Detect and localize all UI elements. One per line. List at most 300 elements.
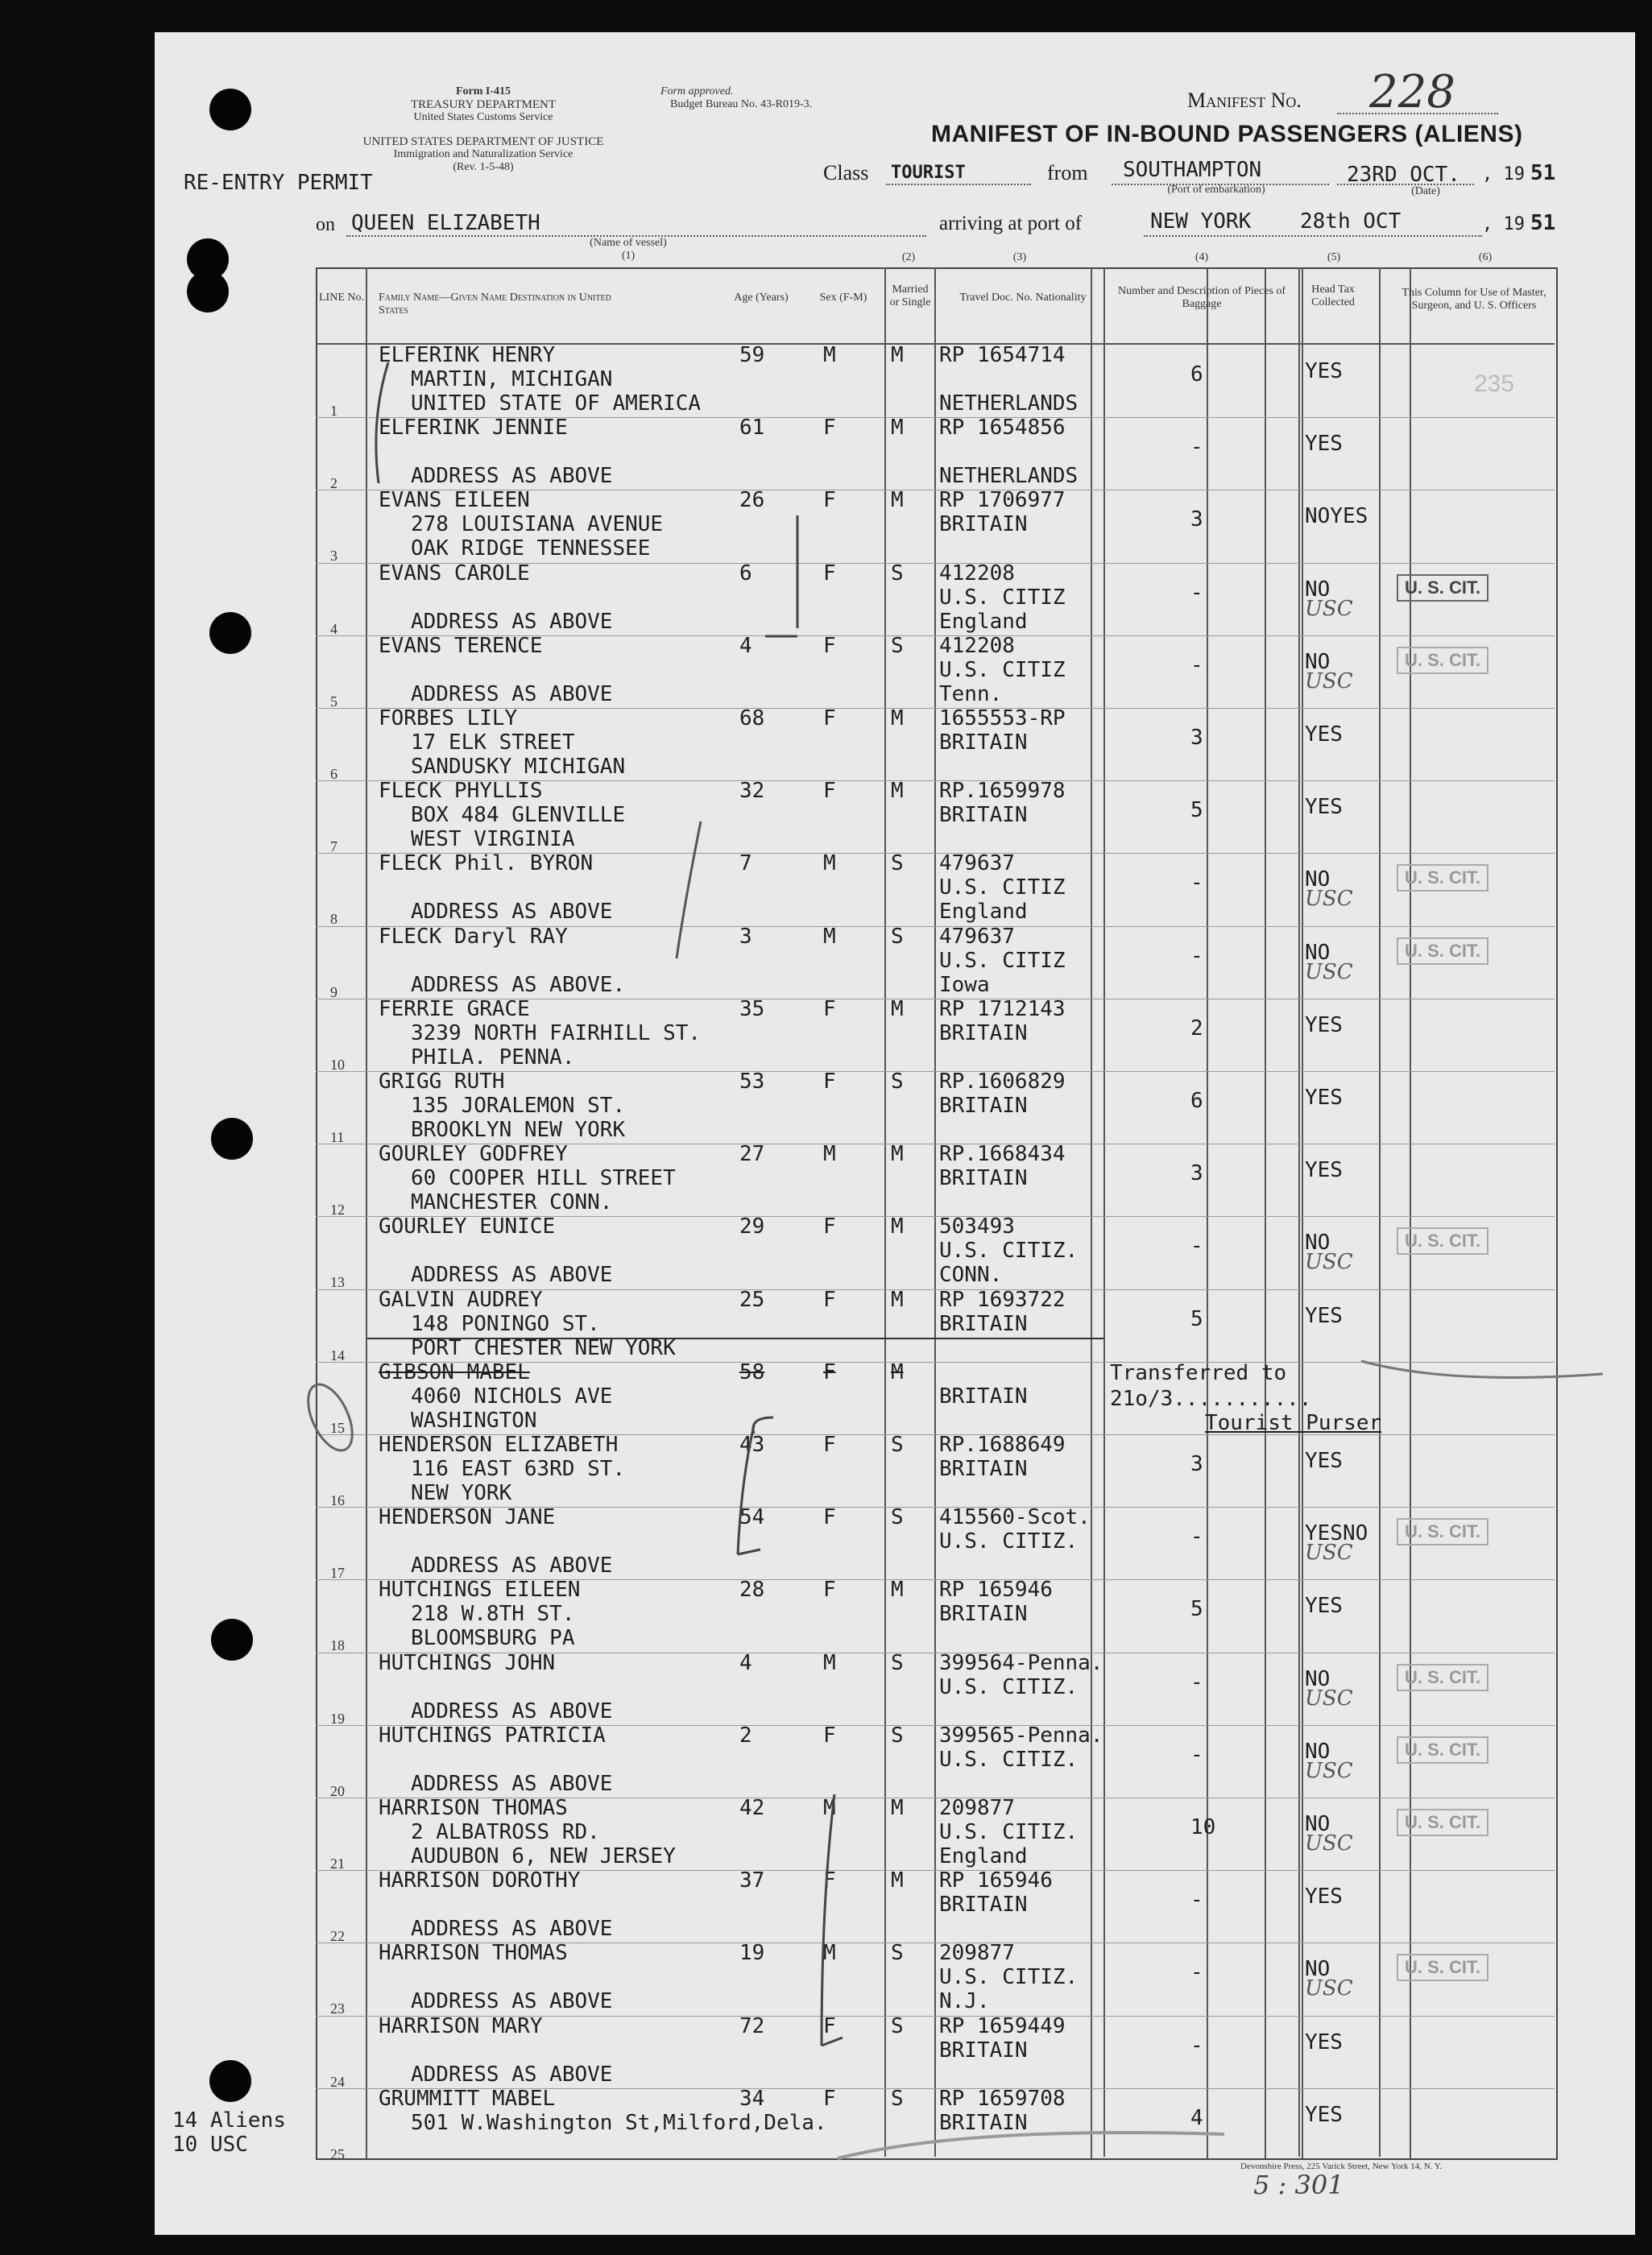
baggage-count: - — [1190, 1888, 1203, 1913]
form-revision: (Rev. 1-5-48) — [453, 161, 514, 173]
marital-status: S — [891, 851, 904, 876]
head-tax-status: YES — [1305, 795, 1343, 820]
baggage-count: 3 — [1190, 1452, 1203, 1476]
passenger-age: 58 — [739, 1359, 765, 1384]
usc-handwritten: USC — [1305, 1686, 1353, 1711]
baggage-count: 6 — [1190, 362, 1203, 387]
from-value: SOUTHAMPTON — [1123, 158, 1262, 182]
passenger-age: 4 — [739, 633, 752, 658]
usc-handwritten: USC — [1305, 959, 1353, 984]
line-number: 16 — [330, 1492, 345, 1508]
head-tax-status: YES — [1305, 1086, 1343, 1110]
passenger-address-2: BROOKLYN NEW YORK — [411, 1118, 626, 1142]
passenger-address-2: NEW YORK — [411, 1481, 512, 1505]
travel-doc-no: RP 1693722 — [939, 1287, 1066, 1312]
head-tax-status: YES — [1305, 1012, 1343, 1037]
bottom-number: 5 : 301 — [1253, 2170, 1344, 2200]
passenger-name: GRUMMITT MABEL — [379, 2086, 556, 2111]
travel-doc-no: 412208 — [939, 561, 1015, 585]
baggage-count: - — [1190, 1960, 1203, 1985]
passenger-address-2: BLOOMSBURG PA — [411, 1626, 575, 1651]
passenger-address-1: BOX 484 GLENVILLE — [411, 803, 626, 828]
travel-doc-line-2: BRITAIN — [939, 1020, 1028, 1045]
head-tax-status: NO — [1305, 940, 1331, 965]
travel-doc-line-2: U.S. CITIZ — [939, 948, 1066, 973]
travel-doc-line-2: U.S. CITIZ. — [939, 1674, 1079, 1699]
passenger-age: 61 — [739, 416, 765, 441]
line-number: 14 — [330, 1347, 345, 1363]
travel-doc-no: 399564-Penna. — [939, 1650, 1103, 1675]
date-value: 23RD OCT. — [1347, 163, 1460, 187]
travel-doc-no: 209877 — [939, 1941, 1015, 1966]
budget-bureau: Budget Bureau No. 43-R019-3. — [670, 98, 813, 110]
passenger-name: ELFERINK HENRY — [379, 343, 556, 367]
form-number: Form I-415 — [455, 85, 511, 97]
col-sex: Sex (F-M) — [819, 292, 867, 304]
baggage-count: - — [1190, 580, 1203, 605]
date-year-prefix: , 19 — [1482, 164, 1525, 184]
passenger-age: 28 — [739, 1578, 765, 1603]
passenger-sex: M — [823, 1796, 836, 1820]
passenger-name: EVANS EILEEN — [379, 488, 530, 513]
baggage-count: 5 — [1190, 798, 1203, 823]
passenger-address-2: ADDRESS AS ABOVE — [411, 609, 613, 634]
us-citizen-stamp: U. S. CIT. — [1397, 647, 1488, 674]
col-baggage: Number and Description of Pieces of Baggage — [1118, 285, 1286, 310]
line-number: 15 — [330, 1419, 345, 1436]
marital-status: S — [891, 2013, 904, 2038]
travel-doc-line-2: BRITAIN — [939, 1602, 1028, 1627]
passenger-address-1: 148 PONINGO ST. — [411, 1311, 600, 1336]
baggage-count: 6 — [1190, 1089, 1203, 1113]
passenger-age: 27 — [739, 1142, 765, 1167]
passenger-name: GOURLEY EUNICE — [379, 1214, 556, 1239]
passenger-sex: F — [823, 416, 836, 441]
passenger-age: 43 — [739, 1433, 765, 1457]
transfer-line-1: Transferred to — [1110, 1361, 1287, 1385]
passenger-name: FORBES LILY — [379, 706, 518, 730]
passenger-name: HUTCHINGS PATRICIA — [379, 1723, 606, 1748]
marital-status: M — [891, 1142, 904, 1167]
passenger-age: 26 — [739, 488, 765, 513]
passenger-age: 7 — [739, 851, 752, 876]
passenger-address-2: PORT CHESTER NEW YORK — [411, 1335, 676, 1360]
col-num-3: (3) — [1012, 251, 1027, 263]
travel-doc-no: RP.1688649 — [939, 1433, 1066, 1457]
passenger-age: 4 — [739, 1650, 752, 1675]
passenger-address-1: 17 ELK STREET — [411, 730, 575, 755]
marital-status: S — [891, 2086, 904, 2111]
travel-doc-no: 1655553-RP — [939, 706, 1066, 730]
passenger-sex: M — [823, 924, 836, 949]
marital-status: M — [891, 779, 904, 804]
travel-doc-line-2: U.S. CITIZ — [939, 585, 1066, 610]
marital-status: S — [891, 1433, 904, 1457]
passenger-name: HENDERSON ELIZABETH — [379, 1433, 619, 1457]
passenger-age: 59 — [739, 343, 765, 367]
passenger-sex: F — [823, 779, 836, 804]
head-tax-status: NO — [1305, 577, 1331, 602]
usc-handwritten: USC — [1305, 1758, 1353, 1783]
passenger-address-1: 2 ALBATROSS RD. — [411, 1820, 600, 1844]
passenger-address-2: SANDUSKY MICHIGAN — [411, 755, 626, 779]
travel-doc-line-2: BRITAIN — [939, 1384, 1028, 1409]
travel-doc-no: RP 1712143 — [939, 996, 1066, 1021]
passenger-address-1: 278 LOUISIANA AVENUE — [411, 512, 664, 537]
printer-imprint: Devonshire Press, 225 Varick Street, New York 14, N. Y. — [1240, 2162, 1443, 2171]
passenger-sex: M — [823, 1941, 836, 1966]
travel-doc-line-2: BRITAIN — [939, 2110, 1028, 2135]
passenger-sex: M — [823, 1142, 836, 1167]
col-num-5: (5) — [1327, 251, 1341, 263]
passenger-address-2: WASHINGTON — [411, 1408, 537, 1433]
line-number: 10 — [330, 1056, 345, 1073]
vessel-name: QUEEN ELIZABETH — [351, 211, 540, 235]
head-tax-status: YES — [1305, 2102, 1343, 2127]
transfer-line-3: Tourist Purser — [1205, 1411, 1382, 1435]
passenger-address-1: 135 JORALEMON ST. — [411, 1094, 626, 1118]
head-tax-status: YES — [1305, 432, 1343, 457]
passenger-name: EVANS TERENCE — [379, 633, 543, 658]
travel-doc-line-2: BRITAIN — [939, 1311, 1028, 1336]
head-tax-status: YESNO — [1305, 1521, 1368, 1546]
justice-dept: UNITED STATES DEPARTMENT OF JUSTICE — [362, 135, 604, 148]
travel-doc-no: RP.1668434 — [939, 1142, 1066, 1167]
col-num-4: (4) — [1194, 251, 1209, 263]
passenger-address-2: ADDRESS AS ABOVE — [411, 1263, 613, 1288]
baggage-count: - — [1190, 1670, 1203, 1694]
marital-status: M — [891, 488, 904, 513]
passenger-sex: F — [823, 1214, 836, 1239]
line-number: 8 — [330, 911, 337, 928]
head-tax-status: YES — [1305, 2030, 1343, 2054]
manifest-no-label: Manifest No. — [1187, 89, 1302, 112]
passenger-name: HENDERSON JANE — [379, 1505, 556, 1530]
passenger-age: 25 — [739, 1287, 765, 1312]
line-number: 19 — [330, 1710, 345, 1727]
col-travel-doc: Travel Doc. No. Nationality — [959, 292, 1087, 304]
travel-doc-no: 415560-Scot. — [939, 1505, 1091, 1530]
travel-doc-no: RP 1654856 — [939, 416, 1066, 441]
passenger-address-2: ADDRESS AS ABOVE — [411, 1554, 613, 1578]
passenger-name: HARRISON DOROTHY — [379, 1868, 581, 1893]
class-value: TOURIST — [891, 163, 966, 183]
marital-status: M — [891, 1359, 904, 1384]
baggage-count: 4 — [1190, 2105, 1203, 2130]
passenger-address-2: ADDRESS AS ABOVE — [411, 1917, 613, 1942]
passenger-sex: F — [823, 996, 836, 1021]
us-citizen-stamp: U. S. CIT. — [1397, 574, 1488, 602]
line-number: 13 — [330, 1274, 345, 1291]
passenger-sex: F — [823, 2013, 836, 2038]
col-age: Age (Years) — [734, 292, 789, 304]
passenger-age: 68 — [739, 706, 765, 730]
passenger-age: 72 — [739, 2013, 765, 2038]
travel-doc-no: RP 165946 — [939, 1578, 1053, 1603]
usc-handwritten: USC — [1305, 1250, 1353, 1275]
summary-aliens: 14 Aliens — [172, 2108, 286, 2133]
passenger-address-2: ADDRESS AS ABOVE — [411, 2062, 613, 2087]
travel-doc-line-3: Tenn. — [939, 681, 1003, 706]
line-number: 24 — [330, 2073, 345, 2090]
passenger-address-2: ADDRESS AS ABOVE — [411, 681, 613, 706]
passenger-address-2: UNITED STATE OF AMERICA — [411, 391, 702, 416]
travel-doc-line-3: NETHERLANDS — [939, 464, 1079, 489]
line-number: 12 — [330, 1202, 345, 1219]
passenger-sex: M — [823, 1650, 836, 1675]
arrival-date: 28th OCT — [1300, 209, 1402, 234]
arrival-year-prefix: , 19 — [1482, 214, 1525, 234]
line-number: 25 — [330, 2145, 345, 2162]
col-name: Family Name—Given Name Destination in United States — [379, 292, 611, 317]
line-number: 21 — [330, 1856, 345, 1872]
baggage-count: 5 — [1190, 1597, 1203, 1622]
arriving-label: arriving at port of — [939, 213, 1083, 234]
passenger-sex: F — [823, 706, 836, 730]
us-citizen-stamp: U. S. CIT. — [1397, 864, 1488, 892]
passenger-name: HUTCHINGS EILEEN — [379, 1578, 581, 1603]
passenger-address-2: ADDRESS AS ABOVE — [411, 1989, 613, 2014]
us-citizen-stamp: U. S. CIT. — [1397, 937, 1488, 965]
line-number: 3 — [330, 548, 337, 565]
stamp-number-235: 235 — [1474, 370, 1515, 397]
travel-doc-line-3: England — [939, 900, 1028, 925]
marital-status: S — [891, 924, 904, 949]
marital-status: M — [891, 1578, 904, 1603]
col-head-tax: Head Tax Collected — [1311, 283, 1355, 308]
passenger-age: 53 — [739, 1070, 765, 1094]
travel-doc-line-2: BRITAIN — [939, 2038, 1028, 2063]
form-approved: Form approved. — [660, 85, 734, 97]
head-tax-status: NO — [1305, 1812, 1331, 1836]
baggage-count: 10 — [1190, 1815, 1216, 1839]
passenger-address-1: 501 W.Washington St,Milford,Dela. — [411, 2110, 827, 2135]
passenger-sex: F — [823, 2086, 836, 2111]
manifest-no-value: 228 — [1369, 66, 1455, 118]
passenger-name: FERRIE GRACE — [379, 996, 530, 1021]
head-tax-status: YES — [1305, 1449, 1343, 1473]
passenger-sex: F — [823, 1433, 836, 1457]
head-tax-status: NOYES — [1305, 504, 1368, 529]
us-citizen-stamp: U. S. CIT. — [1397, 1809, 1488, 1836]
date-year-suffix: 51 — [1530, 161, 1556, 185]
line-number: 6 — [330, 766, 337, 782]
marital-status: M — [891, 416, 904, 441]
passenger-age: 34 — [739, 2086, 765, 2111]
transfer-line-2: 21o/3........... — [1110, 1387, 1312, 1411]
column-1-caption: (1) — [621, 250, 636, 262]
travel-doc-line-2: U.S. CITIZ. — [939, 1529, 1079, 1554]
col-married: Married or Single — [889, 283, 931, 308]
passenger-address-1: 3239 NORTH FAIRHILL ST. — [411, 1020, 702, 1045]
head-tax-status: NO — [1305, 1231, 1331, 1256]
us-citizen-stamp: U. S. CIT. — [1397, 1518, 1488, 1545]
line-number: 4 — [330, 620, 337, 637]
travel-doc-line-2: U.S. CITIZ. — [939, 1820, 1079, 1844]
passenger-name: HARRISON MARY — [379, 2013, 543, 2038]
passenger-sex: F — [823, 561, 836, 585]
line-number: 5 — [330, 693, 337, 710]
travel-doc-line-3: England — [939, 1844, 1028, 1868]
marital-status: S — [891, 561, 904, 585]
passenger-sex: F — [823, 1287, 836, 1312]
marital-status: M — [891, 1214, 904, 1239]
passenger-address-1: 60 COOPER HILL STREET — [411, 1166, 676, 1191]
head-tax-status: NO — [1305, 649, 1331, 674]
baggage-count: - — [1190, 652, 1203, 677]
travel-doc-line-2: BRITAIN — [939, 803, 1028, 828]
baggage-count: 2 — [1190, 1016, 1203, 1041]
marital-status: M — [891, 1796, 904, 1820]
marital-status: M — [891, 996, 904, 1021]
travel-doc-no: RP 1659449 — [939, 2013, 1066, 2038]
col-num-2: (2) — [901, 251, 916, 263]
passenger-address-2: ADDRESS AS ABOVE — [411, 1771, 613, 1796]
marital-status: M — [891, 1287, 904, 1312]
baggage-count: 3 — [1190, 1161, 1203, 1186]
baggage-count: - — [1190, 2033, 1203, 2058]
head-tax-status: YES — [1305, 722, 1343, 747]
date-caption: (Date) — [1411, 185, 1440, 197]
passenger-age: 37 — [739, 1868, 765, 1893]
customs-service: United States Customs Service — [413, 111, 553, 123]
travel-doc-no: RP 165946 — [939, 1868, 1053, 1893]
passenger-name: FLECK PHYLLIS — [379, 779, 543, 804]
passenger-address-1: 218 W.8TH ST. — [411, 1602, 575, 1627]
passenger-age: 2 — [739, 1723, 752, 1748]
marital-status: S — [891, 1650, 904, 1675]
usc-handwritten: USC — [1305, 1831, 1353, 1856]
vessel-caption: (Name of vessel) — [590, 237, 667, 249]
head-tax-status: YES — [1305, 1885, 1343, 1910]
passenger-age: 6 — [739, 561, 752, 585]
marital-status: S — [891, 1505, 904, 1530]
line-number: 17 — [330, 1565, 345, 1582]
passenger-name: ELFERINK JENNIE — [379, 416, 568, 441]
passenger-sex: F — [823, 488, 836, 513]
line-number: 2 — [330, 475, 337, 492]
passenger-age: 54 — [739, 1505, 765, 1530]
marital-status: M — [891, 1868, 904, 1893]
head-tax-status: YES — [1305, 1158, 1343, 1183]
travel-doc-line-3: Iowa — [939, 972, 990, 997]
travel-doc-line-3: CONN. — [939, 1263, 1003, 1288]
col-num-6: (6) — [1478, 251, 1493, 263]
travel-doc-line-3: NETHERLANDS — [939, 391, 1079, 416]
usc-handwritten: USC — [1305, 887, 1353, 912]
line-number: 22 — [330, 1928, 345, 1945]
line-number: 20 — [330, 1782, 345, 1799]
passenger-address-2: OAK RIDGE TENNESSEE — [411, 536, 651, 561]
passenger-name: FLECK Daryl RAY — [379, 924, 568, 949]
passenger-address-2: ADDRESS AS ABOVE. — [411, 972, 626, 997]
travel-doc-line-2: U.S. CITIZ. — [939, 1965, 1079, 1990]
passenger-address-1: MARTIN, MICHIGAN — [411, 367, 613, 391]
passenger-sex: M — [823, 343, 836, 367]
travel-doc-line-2: U.S. CITIZ — [939, 875, 1066, 900]
travel-doc-no: 412208 — [939, 633, 1015, 658]
travel-doc-line-2: BRITAIN — [939, 1094, 1028, 1118]
marital-status: S — [891, 1070, 904, 1094]
head-tax-status: YES — [1305, 1303, 1343, 1328]
passenger-age: 32 — [739, 779, 765, 804]
passenger-address-2: ADDRESS AS ABOVE — [411, 464, 613, 489]
passenger-name: FLECK Phil. BYRON — [379, 851, 594, 876]
us-citizen-stamp: U. S. CIT. — [1397, 1954, 1488, 1981]
passenger-sex: F — [823, 633, 836, 658]
port-embark-caption: (Port of embarkation) — [1167, 184, 1265, 196]
passenger-age: 42 — [739, 1796, 765, 1820]
passenger-name: HARRISON THOMAS — [379, 1941, 568, 1966]
passenger-sex: F — [823, 1359, 836, 1384]
passenger-address-2: ADDRESS AS ABOVE — [411, 900, 613, 925]
head-tax-status: NO — [1305, 867, 1331, 892]
passenger-name: GOURLEY GODFREY — [379, 1142, 568, 1167]
marital-status: S — [891, 633, 904, 658]
passenger-address-2: PHILA. PENNA. — [411, 1045, 575, 1070]
passenger-name: GRIGG RUTH — [379, 1070, 505, 1094]
baggage-count: - — [1190, 435, 1203, 460]
travel-doc-no: 209877 — [939, 1796, 1015, 1820]
passenger-sex: F — [823, 1070, 836, 1094]
passenger-sex: F — [823, 1868, 836, 1893]
line-number: 18 — [330, 1637, 345, 1654]
line-number: 23 — [330, 2001, 345, 2017]
baggage-count: 3 — [1190, 726, 1203, 750]
travel-doc-no: 503493 — [939, 1214, 1015, 1239]
on-label: on — [316, 214, 335, 235]
passenger-address-2: ADDRESS AS ABOVE — [411, 1698, 613, 1723]
class-label: Class — [823, 161, 869, 184]
travel-doc-no: RP 1706977 — [939, 488, 1066, 513]
travel-doc-line-2: U.S. CITIZ. — [939, 1239, 1079, 1264]
travel-doc-line-2: U.S. CITIZ. — [939, 1747, 1079, 1772]
passenger-sex: F — [823, 1578, 836, 1603]
baggage-count: - — [1190, 1525, 1203, 1550]
from-label: from — [1047, 161, 1088, 184]
arrival-port: NEW YORK — [1150, 209, 1252, 234]
travel-doc-no: RP.1606829 — [939, 1070, 1066, 1094]
passenger-name: HUTCHINGS JOHN — [379, 1650, 556, 1675]
marital-status: M — [891, 706, 904, 730]
travel-doc-line-2: BRITAIN — [939, 1893, 1028, 1918]
treasury-dept: TREASURY DEPARTMENT — [410, 98, 557, 111]
us-citizen-stamp: U. S. CIT. — [1397, 1227, 1488, 1255]
passenger-address-2: AUDUBON 6, NEW JERSEY — [411, 1844, 676, 1868]
passenger-sex: F — [823, 1505, 836, 1530]
passenger-name: EVANS CAROLE — [379, 561, 530, 585]
travel-doc-no: 479637 — [939, 924, 1015, 949]
passenger-address-1: 116 EAST 63RD ST. — [411, 1457, 626, 1481]
passenger-name: HARRISON THOMAS — [379, 1796, 568, 1820]
passenger-sex: F — [823, 1723, 836, 1748]
col-officers: This Column for Use of Master, Surgeon, and U. S. Officers — [1402, 287, 1546, 312]
passenger-address-2: MANCHESTER CONN. — [411, 1190, 613, 1215]
col-line-no: LINE No. — [319, 292, 364, 304]
travel-doc-no: RP 1659708 — [939, 2086, 1066, 2111]
passenger-sex: M — [823, 851, 836, 876]
passenger-name: GIBSON MABEL — [379, 1359, 530, 1384]
passenger-name: GALVIN AUDREY — [379, 1287, 543, 1312]
summary-usc: 10 USC — [172, 2133, 248, 2157]
line-number: 9 — [330, 983, 337, 1000]
passenger-address-1: 4060 NICHOLS AVE — [411, 1384, 613, 1409]
arrival-year-suffix: 51 — [1530, 211, 1556, 235]
usc-handwritten: USC — [1305, 1976, 1353, 2001]
marital-status: S — [891, 1941, 904, 1966]
line-number: 11 — [330, 1129, 345, 1145]
us-citizen-stamp: U. S. CIT. — [1397, 1664, 1488, 1691]
